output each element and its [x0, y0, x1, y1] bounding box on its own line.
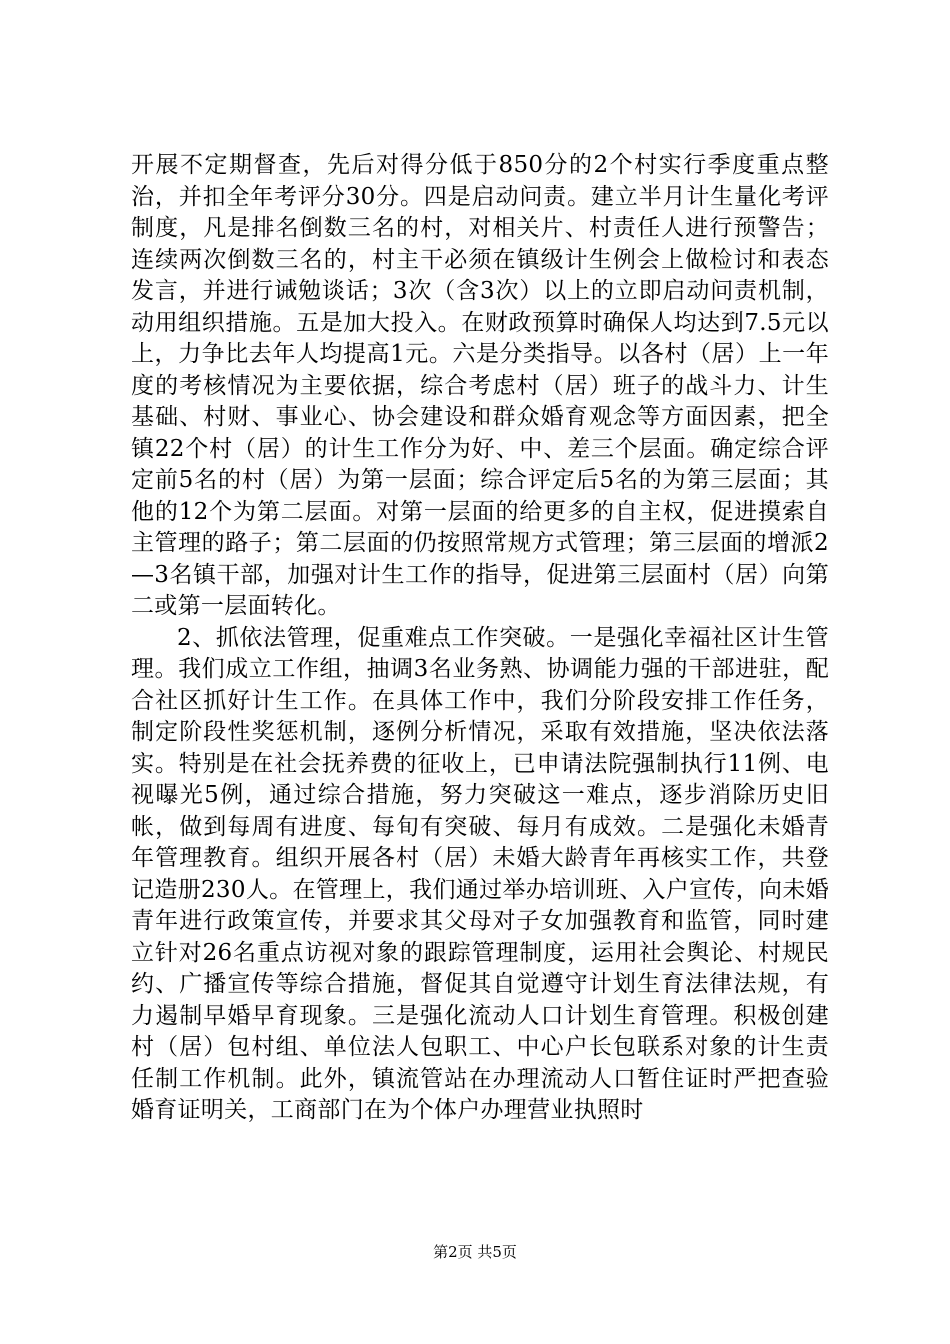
- page-number-footer: 第2页 共5页: [433, 1243, 517, 1261]
- paragraph-2: 2、抓依法管理，促重难点工作突破。一是强化幸福社区计生管理。我们成立工作组，抽调3名业务熟、协调能力强的干部进驻，配合社区抓好计生工作。在具体工作中，我们分阶段安排工作任务，制定阶段性奖惩机制，逐例分析情况，采取有效措施，坚决依法落实。特别是在社会抚养费的征收上，已申请法院强制执行11例、电视曝光5例，通过综合措施，努力突破这一难点，逐步消除历史旧帐，做到每周有进度、每旬有突破、每月有成效。二是强化未婚青年管理教育。组织开展各村（居）未婚大龄青年再核实工作，共登记造册230人。在管理上，我们通过举办培训班、入户宣传，向未婚青年进行政策宣传，并要求其父母对子女加强教育和监管，同时建立针对26名重点访视对象的跟踪管理制度，运用社会舆论、村规民约、广播宣传等综合措施，督促其自觉遵守计划生育法律法规，有力遏制早婚早育现象。三是强化流动人口计划生育管理。积极创建村（居）包村组、单位法人包职工、中心户长包联系对象的计生责任制工作机制。此外，镇流管站在办理流动人口暂住证时严把查验婚育证明关，工商部门在为个体户办理营业执照时: [131, 624, 829, 1123]
- paragraph-1: 开展不定期督查，先后对得分低于850分的2个村实行季度重点整治，并扣全年考评分30分。四是启动问责。建立半月计生量化考评制度，凡是排名倒数三名的村，对相关片、村责任人进行预警告；连续两次倒数三名的，村主干必须在镇级计生例会上做检讨和表态发言，并进行诫勉谈话；3次（含3次）以上的立即启动问责机制，动用组织措施。五是加大投入。在财政预算时确保人均达到7.5元以上，力争比去年人均提高1元。六是分类指导。以各村（居）上一年度的考核情况为主要依据，综合考虑村（居）班子的战斗力、计生基础、村财、事业心、协会建设和群众婚育观念等方面因素，把全镇22个村（居）的计生工作分为好、中、差三个层面。确定综合评定前5名的村（居）为第一层面；综合评定后5名的为第三层面；其他的12个为第二层面。对第一层面的给更多的自主权，促进摸索自主管理的路子；第二层面的仍按照常规方式管理；第三层面的增派2—3名镇干部，加强对计生工作的指导，促进第三层面村（居）向第二或第一层面转化。: [131, 152, 829, 619]
- body-text: [131, 150, 829, 1127]
